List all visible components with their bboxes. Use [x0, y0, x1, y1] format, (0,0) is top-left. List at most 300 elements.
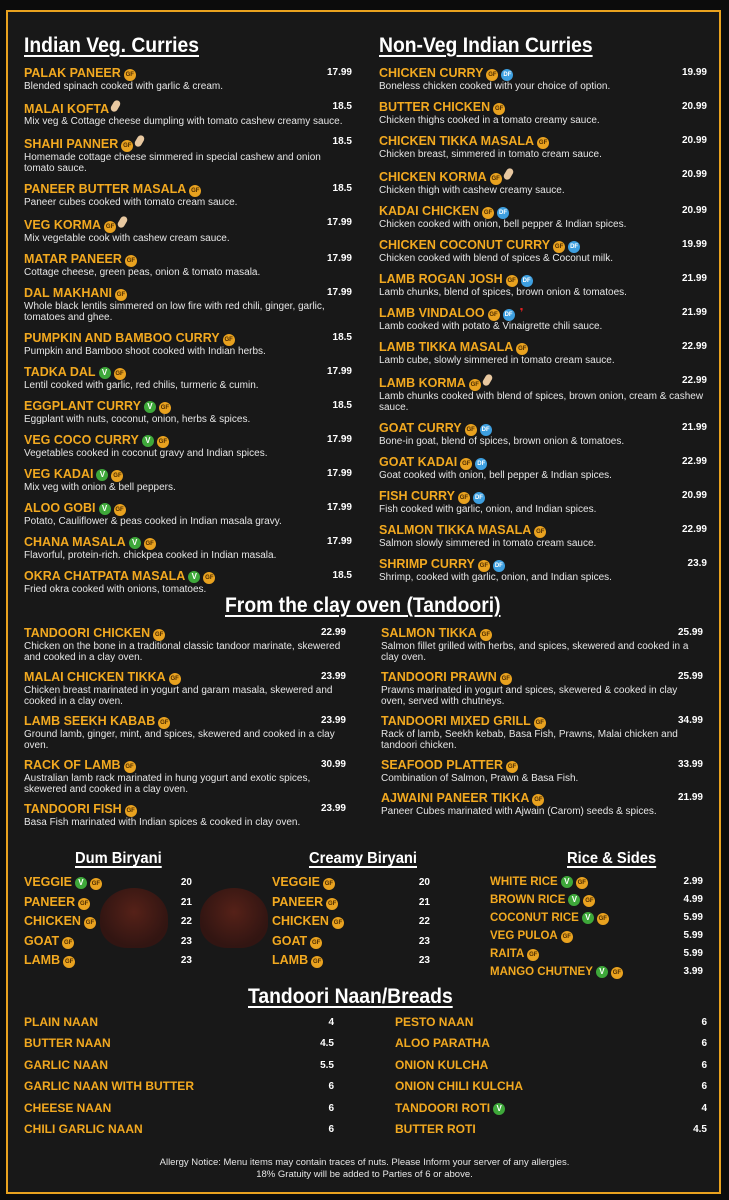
menu-item	[379, 272, 707, 298]
menu-item-price: 5.99	[683, 912, 703, 923]
menu-item-price: 21	[418, 896, 430, 908]
menu-item	[24, 932, 192, 952]
gluten-free-icon: GF	[104, 221, 116, 233]
menu-item	[24, 802, 346, 828]
creamy-biryani-title: Creamy Biryani	[309, 850, 417, 867]
gluten-free-icon: GF	[153, 629, 165, 641]
menu-item-name	[24, 66, 352, 81]
menu-item-name-text: GOAT KADAI	[379, 455, 458, 469]
menu-item-name	[24, 286, 352, 301]
menu-item-price: 22.99	[681, 456, 707, 467]
menu-item	[24, 216, 352, 244]
menu-item-price: 17.99	[326, 536, 352, 547]
menu-item-price: 33.99	[677, 759, 703, 770]
menu-item-name-text: AJWAINI PANEER TIKKA	[381, 791, 530, 805]
menu-item-description: Chicken breast, simmered in tomato cream sauce.	[379, 149, 602, 160]
menu-item	[490, 873, 703, 891]
menu-item-description: Chicken breast marinated in yogurt and garam masala, skewered and cooked in a clay oven.	[24, 685, 333, 707]
menu-item-name	[379, 421, 707, 436]
menu-item-name	[24, 331, 352, 346]
menu-item-price: 4	[701, 1102, 707, 1114]
allergy-notice-line: Allergy Notice: Menu items may contain traces of nuts. Please Inform your server of any allergies.	[159, 1157, 570, 1168]
gluten-free-icon: GF	[516, 343, 528, 355]
menu-item-name-text: PANEER BUTTER MASALA	[24, 182, 187, 196]
gluten-free-icon: GF	[469, 379, 481, 391]
menu-item	[24, 182, 352, 208]
menu-item-name	[24, 1076, 334, 1097]
menu-item	[24, 1055, 334, 1076]
menu-item-description: Chicken cooked with onion, bell pepper & Indian spices.	[379, 219, 627, 230]
menu-item-name-text: CHILI GARLIC NAAN	[24, 1121, 143, 1136]
menu-item-name-text: SALMON TIKKA	[381, 626, 477, 640]
menu-item-name-text: CHICKEN CURRY	[379, 66, 484, 80]
menu-item-description: Lamb cooked with potato & Vinaigrette chili sauce.	[379, 321, 603, 332]
menu-item-price: 5.5	[320, 1059, 334, 1071]
menu-item	[24, 670, 346, 707]
naan-title: Tandoori Naan/Breads	[248, 985, 453, 1008]
menu-item-description: Lamb chunks, blend of spices, brown onion & tomatoes.	[379, 287, 627, 298]
menu-item	[379, 340, 707, 366]
dairy-free-icon: DF	[493, 560, 505, 572]
gluten-free-icon: GF	[310, 937, 322, 949]
menu-item	[490, 945, 703, 963]
menu-item-name	[24, 670, 346, 685]
menu-item-price: 25.99	[677, 671, 703, 682]
gluten-free-icon: GF	[478, 560, 490, 572]
menu-item-description: Flavorful, protein-rich. chickpea cooked in Indian masala.	[24, 550, 277, 561]
menu-item-description: Ground lamb, ginger, mint, and spices, skewered and cooked in a clay oven.	[24, 729, 335, 751]
menu-item-description: Mix vegetable cook with cashew cream sauce.	[24, 233, 230, 244]
menu-item-name-text: LAMB	[272, 953, 309, 968]
vegan-icon: V	[129, 537, 141, 549]
menu-item-name-text: BUTTER CHICKEN	[379, 100, 491, 114]
menu-item-description: Basa Fish marinated with Indian spices & cooked in clay oven.	[24, 817, 301, 828]
menu-item-name-text: PANEER	[272, 894, 324, 909]
menu-item-description: Chicken thigh with cashew creamy sauce.	[379, 185, 565, 196]
menu-item-name	[272, 951, 430, 971]
menu-item-name	[24, 433, 352, 448]
menu-item-price: 20	[180, 877, 192, 888]
menu-item-name-text: VEGGIE	[272, 875, 320, 889]
vegan-icon: V	[99, 367, 111, 379]
menu-item-name-text: GARLIC NAAN WITH BUTTER	[24, 1079, 194, 1094]
rice-sides-list	[490, 873, 703, 981]
gluten-free-icon: GF	[576, 877, 588, 889]
menu-item-name	[381, 626, 703, 641]
menu-item-price: 22	[180, 916, 192, 928]
menu-item	[24, 569, 352, 595]
dum-biryani-list	[24, 873, 192, 971]
gluten-free-icon: GF	[583, 895, 595, 907]
menu-item-name	[381, 714, 703, 729]
menu-item-name	[24, 626, 346, 641]
menu-item-name-text: LAMB	[24, 953, 61, 968]
menu-item-price: 20.99	[681, 169, 707, 180]
menu-item-name	[24, 1033, 334, 1054]
gluten-free-icon: GF	[465, 424, 477, 436]
menu-item-name-text: FISH CURRY	[379, 489, 455, 503]
gluten-free-icon: GF	[527, 949, 539, 961]
menu-item-description: Pumpkin and Bamboo shoot cooked with Indian herbs.	[24, 346, 266, 357]
menu-item	[490, 927, 703, 945]
dairy-free-icon: DF	[501, 69, 513, 81]
gluten-free-icon: GF	[169, 673, 181, 685]
menu-item-price: 21.99	[681, 307, 707, 318]
menu-item	[272, 951, 430, 971]
menu-item-name-text: MATAR PANEER	[24, 252, 122, 266]
menu-item-price: 2.99	[683, 876, 703, 887]
menu-item-description: Boneless chicken cooked with your choice of option.	[379, 81, 611, 92]
menu-item-price: 18.5	[332, 183, 352, 194]
menu-item	[379, 374, 707, 413]
gluten-free-icon: GF	[115, 289, 127, 301]
menu-item-name-text: MALAI CHICKEN TIKKA	[24, 670, 166, 684]
menu-item-name-text: ONION KULCHA	[395, 1057, 489, 1072]
menu-item-name-text: ALOO GOBI	[24, 501, 96, 515]
gluten-free-icon: GF	[537, 137, 549, 149]
vegan-icon: V	[568, 894, 580, 906]
menu-item-name-text: CHEESE NAAN	[24, 1100, 112, 1115]
dum-biryani-title: Dum Biryani	[75, 850, 162, 867]
menu-item-name	[24, 1012, 334, 1033]
menu-item-description: Shrimp, cooked with garlic, onion, and Indian spices.	[379, 572, 612, 583]
menu-item-price: 23	[180, 955, 192, 967]
menu-item-name	[24, 714, 346, 729]
menu-item-name	[381, 670, 703, 685]
menu-item-name-text: CHICKEN TIKKA MASALA	[379, 134, 535, 148]
menu-item-price: 23	[180, 935, 192, 947]
menu-item-description: Mix veg with onion & bell peppers.	[24, 482, 176, 493]
rice-sides-title: Rice & Sides	[567, 850, 657, 867]
menu-item-name	[379, 523, 707, 538]
menu-item-price: 21.99	[681, 422, 707, 433]
menu-item	[24, 100, 352, 127]
menu-item	[24, 252, 352, 278]
veg-curries-list	[24, 66, 352, 603]
menu-item-name-text: KADAI CHICKEN	[379, 204, 479, 218]
gluten-free-icon: GF	[460, 458, 472, 470]
menu-item-name-text: EGGPLANT CURRY	[24, 399, 141, 413]
gluten-free-icon: GF	[78, 898, 90, 910]
menu-item-price: 3.99	[683, 966, 703, 977]
menu-item-name-text: LAMB SEEKH KABAB	[24, 714, 156, 728]
menu-item-description: Lentil cooked with garlic, red chilis, turmeric & cumin.	[24, 380, 259, 391]
menu-item-price: 20.99	[681, 490, 707, 501]
menu-item-name	[395, 1098, 707, 1119]
menu-item	[24, 66, 352, 92]
vegan-icon: V	[96, 469, 108, 481]
menu-item-price: 18.5	[332, 400, 352, 411]
menu-item-price: 6	[328, 1123, 334, 1135]
menu-item	[381, 670, 703, 707]
spicy-chili-icon: ❜	[519, 307, 524, 319]
menu-item-name	[24, 399, 352, 414]
menu-item-name-text: BROWN RICE	[490, 894, 566, 906]
gluten-free-icon: GF	[111, 470, 123, 482]
menu-item-price: 6	[328, 1081, 334, 1093]
menu-item-description: Bone-in goat, blend of spices, brown onion & tomatoes.	[379, 436, 625, 447]
menu-item-description: Potato, Cauliflower & peas cooked in Indian masala gravy.	[24, 516, 282, 527]
menu-item-name	[490, 927, 703, 945]
menu-item-name-text: MALAI KOFTA	[24, 102, 110, 116]
menu-item	[395, 1076, 707, 1097]
menu-item-description: Chicken cooked with blend of spices & Coconut milk.	[379, 253, 614, 264]
creamy-biryani-list	[272, 873, 430, 971]
menu-item-name	[395, 1119, 707, 1140]
menu-item-name	[379, 489, 707, 504]
gluten-free-icon: GF	[62, 937, 74, 949]
gluten-free-icon: GF	[121, 140, 133, 152]
menu-item-name-text: GOAT	[24, 933, 60, 948]
contains-nuts-icon	[117, 215, 129, 229]
menu-item-name-text: LAMB ROGAN JOSH	[379, 272, 503, 286]
menu-item-description: Salmon slowly simmered in tomato cream sauce.	[379, 538, 597, 549]
menu-item-name	[24, 932, 192, 952]
menu-item-description: Lamb chunks cooked with blend of spices, brown onion, cream & cashew sauce.	[379, 391, 704, 413]
nonveg-curries-list	[379, 66, 707, 591]
menu-item	[24, 535, 352, 561]
menu-item	[272, 873, 430, 893]
menu-item-name-text: GARLIC NAAN	[24, 1057, 108, 1072]
menu-item-name-text: TANDOORI PRAWN	[381, 670, 497, 684]
menu-item-name-text: VEG COCO CURRY	[24, 433, 139, 447]
menu-item-name	[379, 306, 707, 321]
allergy-notice	[0, 1157, 729, 1181]
gluten-free-icon: GF	[553, 241, 565, 253]
menu-item-description: Goat cooked with onion, bell pepper & Indian spices.	[379, 470, 612, 481]
menu-item-name	[379, 374, 707, 391]
gluten-free-icon: GF	[597, 913, 609, 925]
menu-item-name-text: TANDOORI CHICKEN	[24, 626, 151, 640]
gluten-free-icon: GF	[311, 956, 323, 968]
menu-item-price: 6	[701, 1017, 707, 1028]
tandoori-right-list	[381, 626, 703, 824]
menu-item-price: 4	[328, 1017, 334, 1028]
menu-item-name-text: CHICKEN	[24, 914, 81, 929]
menu-item-description: Australian lamb rack marinated in hung yogurt and exotic spices, skewered and cooked in a clay oven.	[24, 773, 311, 795]
menu-item-price: 23.99	[320, 715, 346, 726]
menu-item-price: 22.99	[320, 627, 346, 638]
menu-item-price: 19.99	[681, 67, 707, 78]
menu-item-name	[24, 467, 352, 482]
gluten-free-icon: GF	[63, 956, 75, 968]
menu-item-name	[490, 963, 703, 981]
menu-item-price: 23.9	[687, 558, 707, 569]
menu-item-price: 21.99	[677, 792, 703, 803]
menu-item-name-text: PLAIN NAAN	[24, 1015, 98, 1029]
gluten-free-icon: GF	[500, 673, 512, 685]
menu-item-name-text: TANDOORI FISH	[24, 802, 122, 816]
menu-item-price: 34.99	[677, 715, 703, 726]
gluten-free-icon: GF	[458, 492, 470, 504]
menu-item-description: Mix veg & Cottage cheese dumpling with tomato cashew creamy sauce.	[24, 116, 343, 127]
menu-item-price: 17.99	[326, 67, 352, 78]
gluten-free-icon: GF	[144, 538, 156, 550]
menu-item-price: 20	[418, 877, 430, 888]
menu-item	[24, 365, 352, 391]
gluten-free-icon: GF	[506, 761, 518, 773]
menu-item-name	[490, 909, 703, 927]
menu-item-name	[24, 365, 352, 380]
menu-item-price: 25.99	[677, 627, 703, 638]
menu-item-description: Whole black lentils simmered on low fire with red chili, ginger, garlic, tomatoes and ghee.	[24, 301, 325, 323]
menu-item-name	[379, 168, 707, 185]
menu-item	[379, 421, 707, 447]
menu-item	[24, 893, 192, 913]
menu-item-name	[272, 932, 430, 952]
contains-nuts-icon	[502, 167, 514, 181]
gluten-free-icon: GF	[561, 931, 573, 943]
gratuity-notice-line: 18% Gratuity will be added to Parties of 6 or above.	[256, 1169, 473, 1180]
menu-item-name-text: PESTO NAAN	[395, 1015, 474, 1029]
menu-item-name	[381, 758, 703, 773]
gluten-free-icon: GF	[189, 185, 201, 197]
dairy-free-icon: DF	[503, 309, 515, 321]
menu-item-price: 23	[418, 935, 430, 947]
menu-item-name	[379, 557, 707, 572]
menu-item-name	[272, 873, 430, 893]
menu-item-name	[379, 238, 707, 253]
menu-item-name-text: BUTTER NAAN	[24, 1036, 111, 1051]
menu-item-description: Prawns marinated in yogurt and spices, skewered & cooked in clay oven, served with chutneys.	[381, 685, 678, 707]
menu-item	[379, 523, 707, 549]
menu-item	[381, 758, 703, 784]
menu-item	[272, 893, 430, 913]
menu-item-name-text: CHICKEN	[272, 914, 329, 929]
gluten-free-icon: GF	[124, 69, 136, 81]
menu-item-name	[379, 204, 707, 219]
contains-nuts-icon	[110, 99, 122, 113]
tandoori-title: From the clay oven (Tandoori)	[225, 594, 501, 617]
menu-item-name	[24, 252, 352, 267]
menu-item	[24, 286, 352, 323]
menu-item-name-text: TANDOORI ROTI	[395, 1100, 491, 1115]
gluten-free-icon: GF	[506, 275, 518, 287]
menu-item-name	[24, 1055, 334, 1076]
menu-item-name-text: COCONUT RICE	[490, 912, 579, 924]
menu-item-name	[24, 951, 192, 971]
menu-item-name-text: VEGGIE	[24, 875, 72, 889]
menu-item-name-text: ONION CHILI KULCHA	[395, 1079, 523, 1094]
menu-item-name-text: RAITA	[490, 948, 525, 960]
menu-item	[395, 1055, 707, 1076]
menu-item-price: 17.99	[326, 217, 352, 228]
menu-item-name-text: RACK OF LAMB	[24, 758, 121, 772]
gluten-free-icon: GF	[159, 402, 171, 414]
gluten-free-icon: GF	[532, 794, 544, 806]
menu-item-description: Homemade cottage cheese simmered in special cashew and onion tomato sauce.	[24, 152, 321, 174]
menu-item-price: 18.5	[332, 101, 352, 112]
menu-item-name-text: VEG KORMA	[24, 218, 102, 232]
menu-item	[24, 626, 346, 663]
menu-item-name-text: BUTTER ROTI	[395, 1121, 476, 1136]
menu-item-name-text: GOAT	[272, 933, 308, 948]
nonveg-curries-title: Non-Veg Indian Curries	[379, 34, 593, 57]
gluten-free-icon: GF	[223, 334, 235, 346]
gluten-free-icon: GF	[326, 898, 338, 910]
menu-item	[24, 501, 352, 527]
menu-item-description: Salmon fillet grilled with herbs, and spices, skewered and cooked in a clay oven.	[381, 641, 689, 663]
menu-item	[379, 306, 707, 332]
menu-item-price: 22.99	[681, 341, 707, 352]
menu-item-name	[24, 893, 192, 913]
vegan-icon: V	[75, 877, 87, 889]
veg-curries-title: Indian Veg. Curries	[24, 34, 200, 57]
menu-item-price: 6	[701, 1038, 707, 1050]
menu-item-price: 17.99	[326, 434, 352, 445]
menu-item-price: 30.99	[320, 759, 346, 770]
menu-item-price: 6	[701, 1059, 707, 1071]
menu-item-price: 6	[328, 1102, 334, 1114]
menu-item-name-text: SHRIMP CURRY	[379, 557, 475, 571]
menu-item-description: Fish cooked with garlic, onion, and Indian spices.	[379, 504, 597, 515]
vegan-icon: V	[596, 966, 608, 978]
gluten-free-icon: GF	[125, 805, 137, 817]
vegan-icon: V	[493, 1103, 505, 1115]
menu-item-name-text: PANEER	[24, 894, 76, 909]
menu-item-price: 18.5	[332, 570, 352, 581]
menu-item-name-text: GOAT CURRY	[379, 421, 462, 435]
menu-item-name	[490, 945, 703, 963]
menu-item-name	[379, 340, 707, 355]
menu-item-name	[24, 1119, 334, 1140]
menu-item-description: Blended spinach cooked with garlic & cream.	[24, 81, 223, 92]
menu-item-name	[490, 873, 703, 891]
menu-item	[24, 467, 352, 493]
menu-item-price: 20.99	[681, 135, 707, 146]
menu-item-name-text: PALAK PANEER	[24, 66, 121, 80]
menu-item-name-text: TADKA DAL	[24, 365, 96, 379]
menu-item-name	[24, 100, 352, 116]
vegan-icon: V	[99, 503, 111, 515]
menu-item-name	[24, 216, 352, 233]
menu-item-price: 17.99	[326, 287, 352, 298]
menu-item-price: 23.99	[320, 671, 346, 682]
menu-item	[381, 714, 703, 751]
menu-item-name-text: ALOO PARATHA	[395, 1036, 490, 1051]
menu-item-name-text: VEG PULOA	[490, 930, 558, 942]
menu-item-name	[272, 912, 430, 932]
menu-item-name-text: VEG KADAI	[24, 467, 94, 481]
menu-item-price: 5.99	[683, 930, 703, 941]
menu-item-name	[379, 134, 707, 149]
gluten-free-icon: GF	[488, 309, 500, 321]
menu-item	[272, 932, 430, 952]
menu-item	[395, 1098, 707, 1119]
menu-item-price: 17.99	[326, 468, 352, 479]
menu-item-description: Fried okra cooked with onions, tomatoes.	[24, 584, 207, 595]
gluten-free-icon: GF	[486, 69, 498, 81]
naan-right-list	[395, 1012, 707, 1140]
menu-item-name	[24, 135, 352, 152]
menu-item	[395, 1033, 707, 1054]
menu-item-price: 23.99	[320, 803, 346, 814]
menu-item	[379, 66, 707, 92]
menu-item	[379, 455, 707, 481]
menu-item-description: Rack of lamb, Seekh kebab, Basa Fish, Prawns, Malai chicken and tandoori chicken.	[381, 729, 678, 751]
gluten-free-icon: GF	[534, 717, 546, 729]
menu-item-name-text: CHANA MASALA	[24, 535, 126, 549]
menu-item-name	[395, 1033, 707, 1054]
menu-item-price: 17.99	[326, 253, 352, 264]
menu-item-description: Paneer Cubes marinated with Ajwain (Carom) seeds & spices.	[381, 806, 657, 817]
menu-item-name	[379, 272, 707, 287]
vegan-icon: V	[188, 571, 200, 583]
menu-item-price: 22.99	[681, 524, 707, 535]
menu-item-name-text: LAMB VINDALOO	[379, 306, 485, 320]
menu-item	[379, 238, 707, 264]
menu-item-name-text: SHAHI PANNER	[24, 137, 119, 151]
